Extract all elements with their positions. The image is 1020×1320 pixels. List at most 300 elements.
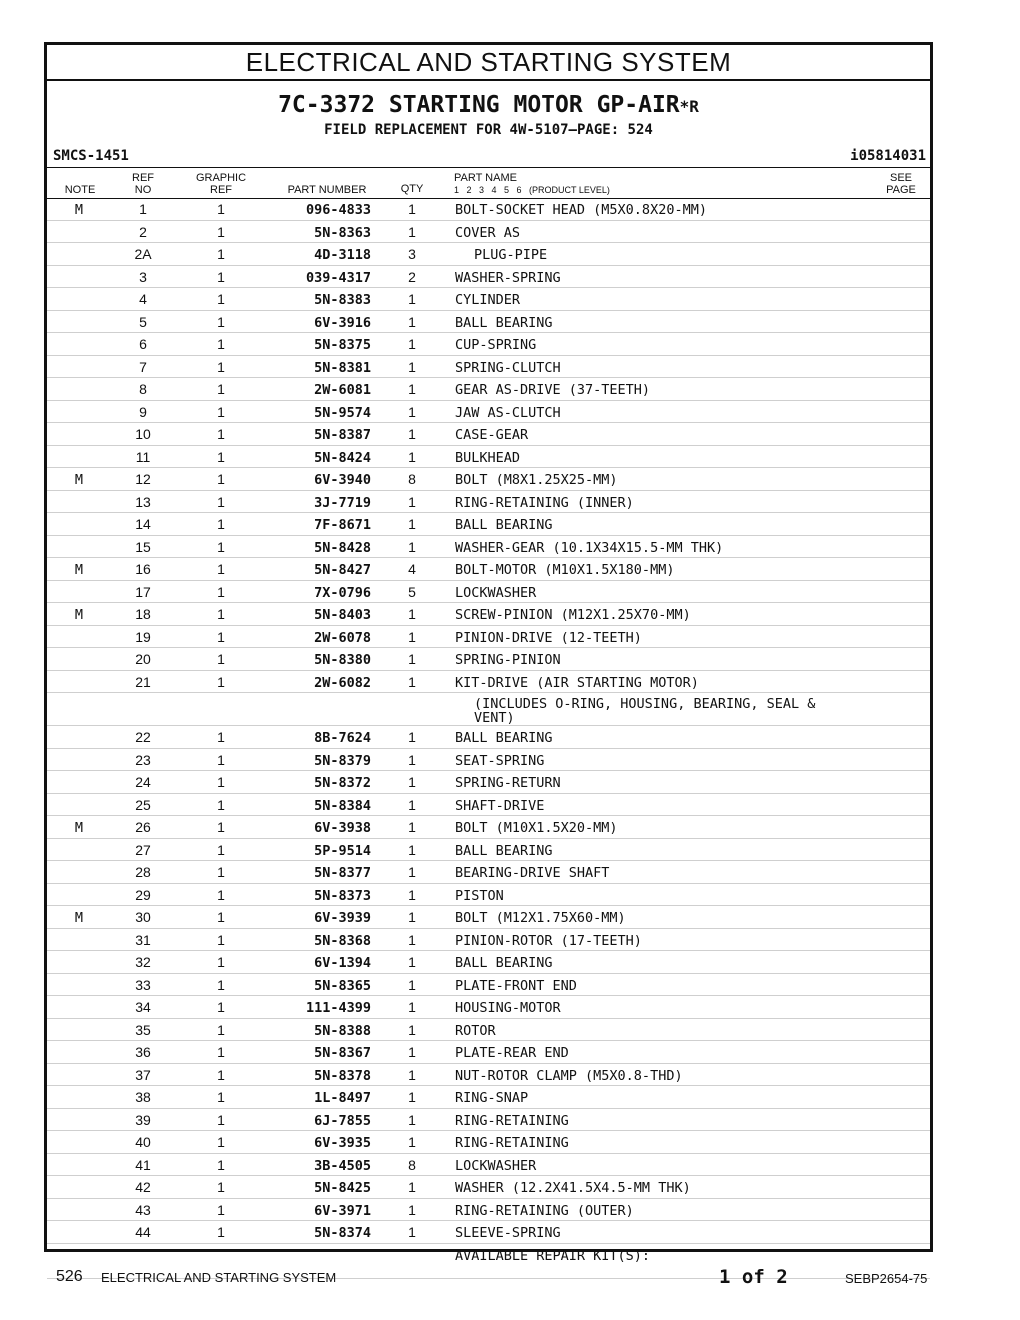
qty-cell: 1 [408,1044,416,1060]
table-row [47,446,930,469]
graphic-ref-cell: 1 [217,931,225,948]
note-cell: M [74,202,84,218]
part-name-cell: PINION-DRIVE (12-TEETH) [455,629,642,646]
ref-no-cell: 7 [139,358,147,375]
part-number-cell: 5N-8381 [314,359,371,376]
ref-no-cell: 14 [135,516,151,532]
graphic-ref-cell: 1 [217,493,225,510]
graphic-ref-cell: 1 [217,583,225,600]
qty-cell: 1 [408,336,416,352]
table-row [47,648,930,671]
table-row [47,1154,930,1177]
qty-cell: 1 [408,291,416,307]
table-row [47,513,930,536]
qty-cell: 1 [408,774,416,790]
ref-no-cell: 4 [139,291,147,307]
parts-table-body [47,198,930,1279]
part-number-cell: 7X-0796 [314,584,371,601]
table-row [47,356,930,379]
graphic-ref-cell: 1 [217,796,225,813]
qty-cell: 1 [408,841,416,858]
part-title-suffix: *R [679,97,699,116]
part-number-cell: 5N-8368 [314,932,371,949]
part-number-cell: 2W-6082 [314,674,371,691]
part-name-cell: BALL BEARING [455,730,553,746]
qty-cell: 1 [408,313,416,330]
ref-no-cell: 9 [139,403,147,420]
qty-cell: 1 [408,999,416,1015]
table-row [47,1064,930,1087]
table-row [47,1221,930,1244]
graphic-ref-cell: 1 [217,1201,225,1218]
qty-cell: 1 [408,201,416,217]
table-row [47,288,930,311]
ref-no-cell: 40 [135,1134,151,1150]
header-graphic-bottom: REF [210,184,232,196]
part-number-cell: 6V-3935 [314,1135,371,1151]
part-name-cell: LOCKWASHER [455,1157,537,1174]
graphic-ref-cell: 1 [217,1066,225,1083]
smcs-row [53,148,926,166]
part-number-cell: 5N-8383 [314,292,371,308]
header-see-top: SEE [889,172,912,184]
graphic-ref-cell: 1 [217,819,225,835]
part-name-cell: PINION-ROTOR (17-TEETH) [455,932,642,949]
ref-no-cell: 23 [135,751,151,768]
part-number-cell: 5N-8380 [314,652,371,668]
qty-cell: 1 [408,223,416,240]
qty-cell: 8 [408,1156,416,1173]
table-row [47,311,930,334]
part-name-cell: WASHER (12.2X41.5X4.5-MM THK) [455,1180,691,1196]
table-row [47,1199,930,1222]
smcs-code: SMCS-1451 [53,148,129,164]
ref-no-cell: 24 [135,774,151,790]
ref-no-cell: 22 [135,729,151,745]
part-name-cell: WASHER-GEAR (10.1X34X15.5-MM THK) [455,539,724,556]
part-name-cell: KIT-DRIVE (AIR STARTING MOTOR) [455,674,699,691]
table-row [47,951,930,974]
ref-no-cell: 37 [135,1066,151,1083]
part-number-cell: 5N-9574 [314,404,371,421]
graphic-ref-cell: 1 [217,538,225,555]
header-qty: QTY [400,183,424,195]
part-number-cell: 6V-1394 [314,955,371,971]
part-number-cell: 2W-6078 [314,629,371,646]
graphic-ref-cell: 1 [217,448,225,465]
ref-no-cell: 29 [135,886,151,903]
parts-page-frame [44,42,933,1264]
graphic-ref-cell: 1 [217,201,225,217]
graphic-ref-cell: 1 [217,268,225,285]
part-number-cell: 5N-8367 [314,1045,371,1061]
ref-no-cell: 21 [135,673,151,690]
part-name-cell: SPRING-RETURN [455,775,561,791]
part-subtitle: FIELD REPLACEMENT FOR 4W-5107—PAGE: 524 [324,122,653,138]
ref-no-cell: 2A [134,246,152,262]
qty-cell: 1 [408,976,416,993]
qty-cell: 1 [408,1066,416,1083]
ref-no-cell: 41 [135,1156,151,1173]
table-row [47,1131,930,1154]
table-row [47,884,930,907]
part-name-cell: BEARING-DRIVE SHAFT [455,865,610,881]
part-name-cell: SPRING-CLUTCH [455,359,561,376]
graphic-ref-cell: 1 [217,516,225,532]
part-number-cell: 5N-8428 [314,539,371,556]
qty-cell: 1 [408,1179,416,1195]
part-number-cell: 8B-7624 [314,730,371,746]
ref-no-cell: 30 [135,909,151,925]
ref-no-cell: 11 [135,448,151,465]
ref-no-cell: 35 [135,1021,151,1038]
table-row [47,243,930,266]
table-row [47,726,930,749]
graphic-ref-cell: 1 [217,606,225,622]
part-number-cell: 6V-3916 [314,314,371,331]
table-row [47,1041,930,1064]
graphic-ref-cell: 1 [217,1156,225,1173]
qty-cell: 1 [408,606,416,622]
part-name-cell: BOLT-MOTOR (M10X1.5X180-MM) [455,562,675,578]
graphic-ref-cell: 1 [217,1111,225,1128]
part-name-cell: LOCKWASHER [455,584,537,601]
table-row [47,794,930,817]
part-name-cell: RING-SNAP [455,1090,529,1106]
graphic-ref-cell: 1 [217,1224,225,1240]
qty-cell: 1 [408,516,416,532]
ref-no-cell: 18 [135,606,151,622]
part-name-cell: BOLT (M8X1.25X25-MM) [455,472,618,488]
part-name-cell: (INCLUDES O-RING, HOUSING, BEARING, SEAL & VENT) [474,696,816,726]
qty-cell: 1 [408,651,416,667]
note-cell: M [74,607,84,623]
table-row [47,401,930,424]
part-number-cell: 6V-3940 [314,472,371,488]
table-row [47,1086,930,1109]
part-number-cell: 6V-3971 [314,1202,371,1219]
graphic-ref-cell: 1 [217,1134,225,1150]
graphic-ref-cell: 1 [217,426,225,442]
part-title-text: 7C-3372 STARTING MOTOR GP-AIR [278,92,680,118]
part-name-cell: BOLT (M10X1.5X20-MM) [455,820,618,836]
graphic-ref-cell: 1 [217,864,225,880]
header-note: NOTE [64,184,96,196]
part-number-cell: 5N-8372 [314,775,371,791]
part-name-cell: RING-RETAINING (INNER) [455,494,634,511]
graphic-ref-cell: 1 [217,313,225,330]
part-name-cell: CUP-SPRING [455,337,537,353]
header-see-page [879,172,923,196]
table-row [47,671,930,694]
part-number-cell: 5N-8363 [314,224,371,241]
table-row [47,603,930,626]
ref-no-cell: 20 [135,651,151,667]
graphic-ref-cell: 1 [217,1179,225,1195]
header-part-number: PART NUMBER [287,184,367,196]
graphic-ref-cell: 1 [217,246,225,262]
qty-cell: 1 [408,381,416,397]
ref-no-cell: 12 [135,471,151,487]
header-ref [127,172,159,196]
ref-no-cell: 33 [135,976,151,993]
part-name-cell: CASE-GEAR [455,427,529,443]
ref-no-cell: 8 [139,381,147,397]
ref-no-cell: 6 [139,336,147,352]
part-title [47,91,930,121]
part-number-cell: 5P-9514 [314,842,371,859]
part-name-cell: RING-RETAINING [455,1112,569,1129]
qty-cell: 1 [408,673,416,690]
part-name-cell: RING-RETAINING [455,1135,569,1151]
part-number-cell: 3B-4505 [314,1157,371,1174]
part-number-cell: 5N-8378 [314,1067,371,1084]
part-number-cell: 3J-7719 [314,494,371,511]
graphic-ref-cell: 1 [217,1089,225,1105]
part-name-cell: COVER AS [455,224,521,241]
graphic-ref-cell: 1 [217,358,225,375]
part-name-cell: SLEEVE-SPRING [455,1225,561,1241]
part-name-cell: BALL BEARING [455,842,553,859]
header-ref-bottom: NO [134,184,152,196]
table-row [47,468,930,491]
table-row [47,816,930,839]
header-graphic-ref [187,172,255,196]
qty-cell: 1 [408,1111,416,1128]
part-name-cell: SEAT-SPRING [455,752,545,769]
table-row [47,491,930,514]
part-number-cell: 5N-8384 [314,797,371,814]
table-row [47,771,930,794]
part-name-cell: BOLT (M12X1.75X60-MM) [455,910,626,926]
qty-cell: 1 [408,448,416,465]
qty-cell: 1 [408,886,416,903]
qty-cell: 1 [408,1089,416,1105]
page-footer [0,1262,1020,1292]
ref-no-cell: 2 [139,223,147,240]
footer-page-of: 1 of 2 [719,1266,788,1288]
part-number-cell: 2W-6081 [314,382,371,398]
graphic-ref-cell: 1 [217,381,225,397]
graphic-ref-cell: 1 [217,291,225,307]
graphic-ref-cell: 1 [217,729,225,745]
table-row [47,1019,930,1042]
ref-no-cell: 39 [135,1111,151,1128]
illustration-id: i05814031 [850,148,926,164]
table-row [47,378,930,401]
part-number-cell: 5N-8375 [314,337,371,353]
part-name-cell: BOLT-SOCKET HEAD (M5X0.8X20-MM) [455,202,707,218]
table-row [47,333,930,356]
part-number-cell: 039-4317 [305,269,371,286]
note-cell: M [74,820,84,836]
part-name-cell: BALL BEARING [455,955,553,971]
ref-no-cell: 25 [135,796,151,813]
qty-cell: 1 [408,1201,416,1218]
graphic-ref-cell: 1 [217,628,225,645]
part-name-cell: AVAILABLE REPAIR KIT(S): [455,1247,651,1264]
part-number-cell: 5N-8403 [314,607,371,623]
graphic-ref-cell: 1 [217,223,225,240]
part-number-cell: 5N-8424 [314,449,371,466]
table-row [47,1109,930,1132]
graphic-ref-cell: 1 [217,841,225,858]
qty-cell: 1 [408,864,416,880]
header-graphic-top: GRAPHIC [195,172,247,184]
ref-no-cell: 44 [135,1224,151,1240]
table-row [47,221,930,244]
part-number-cell: 5N-8365 [314,977,371,994]
graphic-ref-cell: 1 [217,336,225,352]
ref-no-cell: 10 [135,426,151,442]
footer-section: ELECTRICAL AND STARTING SYSTEM [101,1270,337,1285]
ref-no-cell: 32 [135,954,151,970]
part-number-cell: 4D-3118 [314,247,371,263]
qty-cell: 1 [408,1021,416,1038]
graphic-ref-cell: 1 [217,1044,225,1060]
part-name-cell: SPRING-PINION [455,652,561,668]
ref-no-cell: 42 [135,1179,151,1195]
part-name-cell: BALL BEARING [455,314,553,331]
qty-cell: 1 [408,819,416,835]
graphic-ref-cell: 1 [217,954,225,970]
part-number-cell: 5N-8387 [314,427,371,443]
table-row [47,581,930,604]
part-name-cell: NUT-ROTOR CLAMP (M5X0.8-THD) [455,1067,683,1084]
part-number-cell: 5N-8379 [314,752,371,769]
qty-cell: 1 [408,751,416,768]
ref-no-cell: 28 [135,864,151,880]
part-name-cell: GEAR AS-DRIVE (37-TEETH) [455,382,651,398]
part-name-cell: RING-RETAINING (OUTER) [455,1202,634,1219]
qty-cell: 1 [408,729,416,745]
ref-no-cell: 38 [135,1089,151,1105]
header-part-name [454,172,610,196]
graphic-ref-cell: 1 [217,403,225,420]
qty-cell: 1 [408,909,416,925]
section-title: ELECTRICAL AND STARTING SYSTEM [47,45,930,81]
ref-no-cell: 31 [135,931,151,948]
graphic-ref-cell: 1 [217,886,225,903]
graphic-ref-cell: 1 [217,561,225,577]
part-name-cell: BULKHEAD [455,449,521,466]
part-name-cell: WASHER-SPRING [455,269,561,286]
part-number-cell: 096-4833 [305,202,371,218]
part-number-cell: 111-4399 [305,1000,371,1016]
part-name-cell: PLATE-FRONT END [455,977,577,994]
footer-page-number: 526 [56,1268,83,1285]
qty-cell: 4 [408,561,416,577]
ref-no-cell: 15 [135,538,151,555]
ref-no-cell: 3 [139,268,147,285]
ref-no-cell: 5 [139,313,147,330]
table-row [47,974,930,997]
part-name-cell: PLUG-PIPE [474,247,548,263]
table-row [47,996,930,1019]
qty-cell: 3 [408,246,416,262]
part-name-cell: HOUSING-MOTOR [455,1000,561,1016]
part-number-cell: 5N-8388 [314,1022,371,1039]
qty-cell: 1 [408,358,416,375]
table-row [47,929,930,952]
table-row [47,1176,930,1199]
note-cell: M [74,472,84,488]
ref-no-cell: 43 [135,1201,151,1218]
qty-cell: 1 [408,954,416,970]
graphic-ref-cell: 1 [217,774,225,790]
qty-cell: 1 [408,1134,416,1150]
part-name-cell: PLATE-REAR END [455,1045,569,1061]
qty-cell: 1 [408,931,416,948]
graphic-ref-cell: 1 [217,471,225,487]
table-row [47,839,930,862]
ref-no-cell: 16 [135,561,151,577]
ref-no-cell: 19 [135,628,151,645]
part-name-cell: ROTOR [455,1022,496,1039]
part-number-cell: 6V-3938 [314,820,371,836]
ref-no-cell: 36 [135,1044,151,1060]
ref-no-cell: 34 [135,999,151,1015]
note-cell: M [74,910,84,926]
part-number-cell: 5N-8377 [314,865,371,881]
header-ref-top: REF [132,172,154,184]
ref-no-cell: 27 [135,841,151,858]
table-row [47,906,930,929]
table-row [47,558,930,581]
qty-cell: 1 [408,1224,416,1240]
note-cell: M [74,562,84,578]
ref-no-cell: 1 [139,201,147,217]
ref-no-cell: 17 [135,583,151,600]
header-part-name-label: PART NAME [454,172,517,184]
ref-no-cell: 26 [135,819,151,835]
part-number-cell: 6V-3939 [314,910,371,926]
table-row [47,749,930,772]
part-name-cell: BALL BEARING [455,517,553,533]
graphic-ref-cell: 1 [217,976,225,993]
part-number-cell: 6J-7855 [314,1112,371,1129]
table-row [47,693,930,726]
graphic-ref-cell: 1 [217,651,225,667]
qty-cell: 1 [408,426,416,442]
qty-cell: 2 [408,268,416,285]
part-number-cell: 1L-8497 [314,1090,371,1106]
header-see-bottom: PAGE [886,184,916,196]
table-row [47,198,930,221]
table-row [47,626,930,649]
graphic-ref-cell: 1 [217,673,225,690]
part-name-cell: JAW AS-CLUTCH [455,404,561,421]
graphic-ref-cell: 1 [217,751,225,768]
footer-doc-id: SEBP2654-75 [845,1271,928,1286]
qty-cell: 8 [408,471,416,487]
part-name-cell: SHAFT-DRIVE [455,797,545,814]
graphic-ref-cell: 1 [217,909,225,925]
qty-cell: 1 [408,493,416,510]
qty-cell: 1 [408,796,416,813]
table-row [47,423,930,446]
table-row [47,266,930,289]
qty-cell: 1 [408,538,416,555]
part-number-cell: 7F-8671 [314,517,371,533]
part-name-cell: SCREW-PINION (M12X1.25X70-MM) [455,607,691,623]
part-number-cell: 5N-8373 [314,887,371,904]
table-row [47,861,930,884]
graphic-ref-cell: 1 [217,999,225,1015]
header-product-levels: 1 2 3 4 5 6 (PRODUCT LEVEL) [454,185,610,195]
ref-no-cell: 13 [135,493,151,510]
qty-cell: 5 [408,583,416,600]
